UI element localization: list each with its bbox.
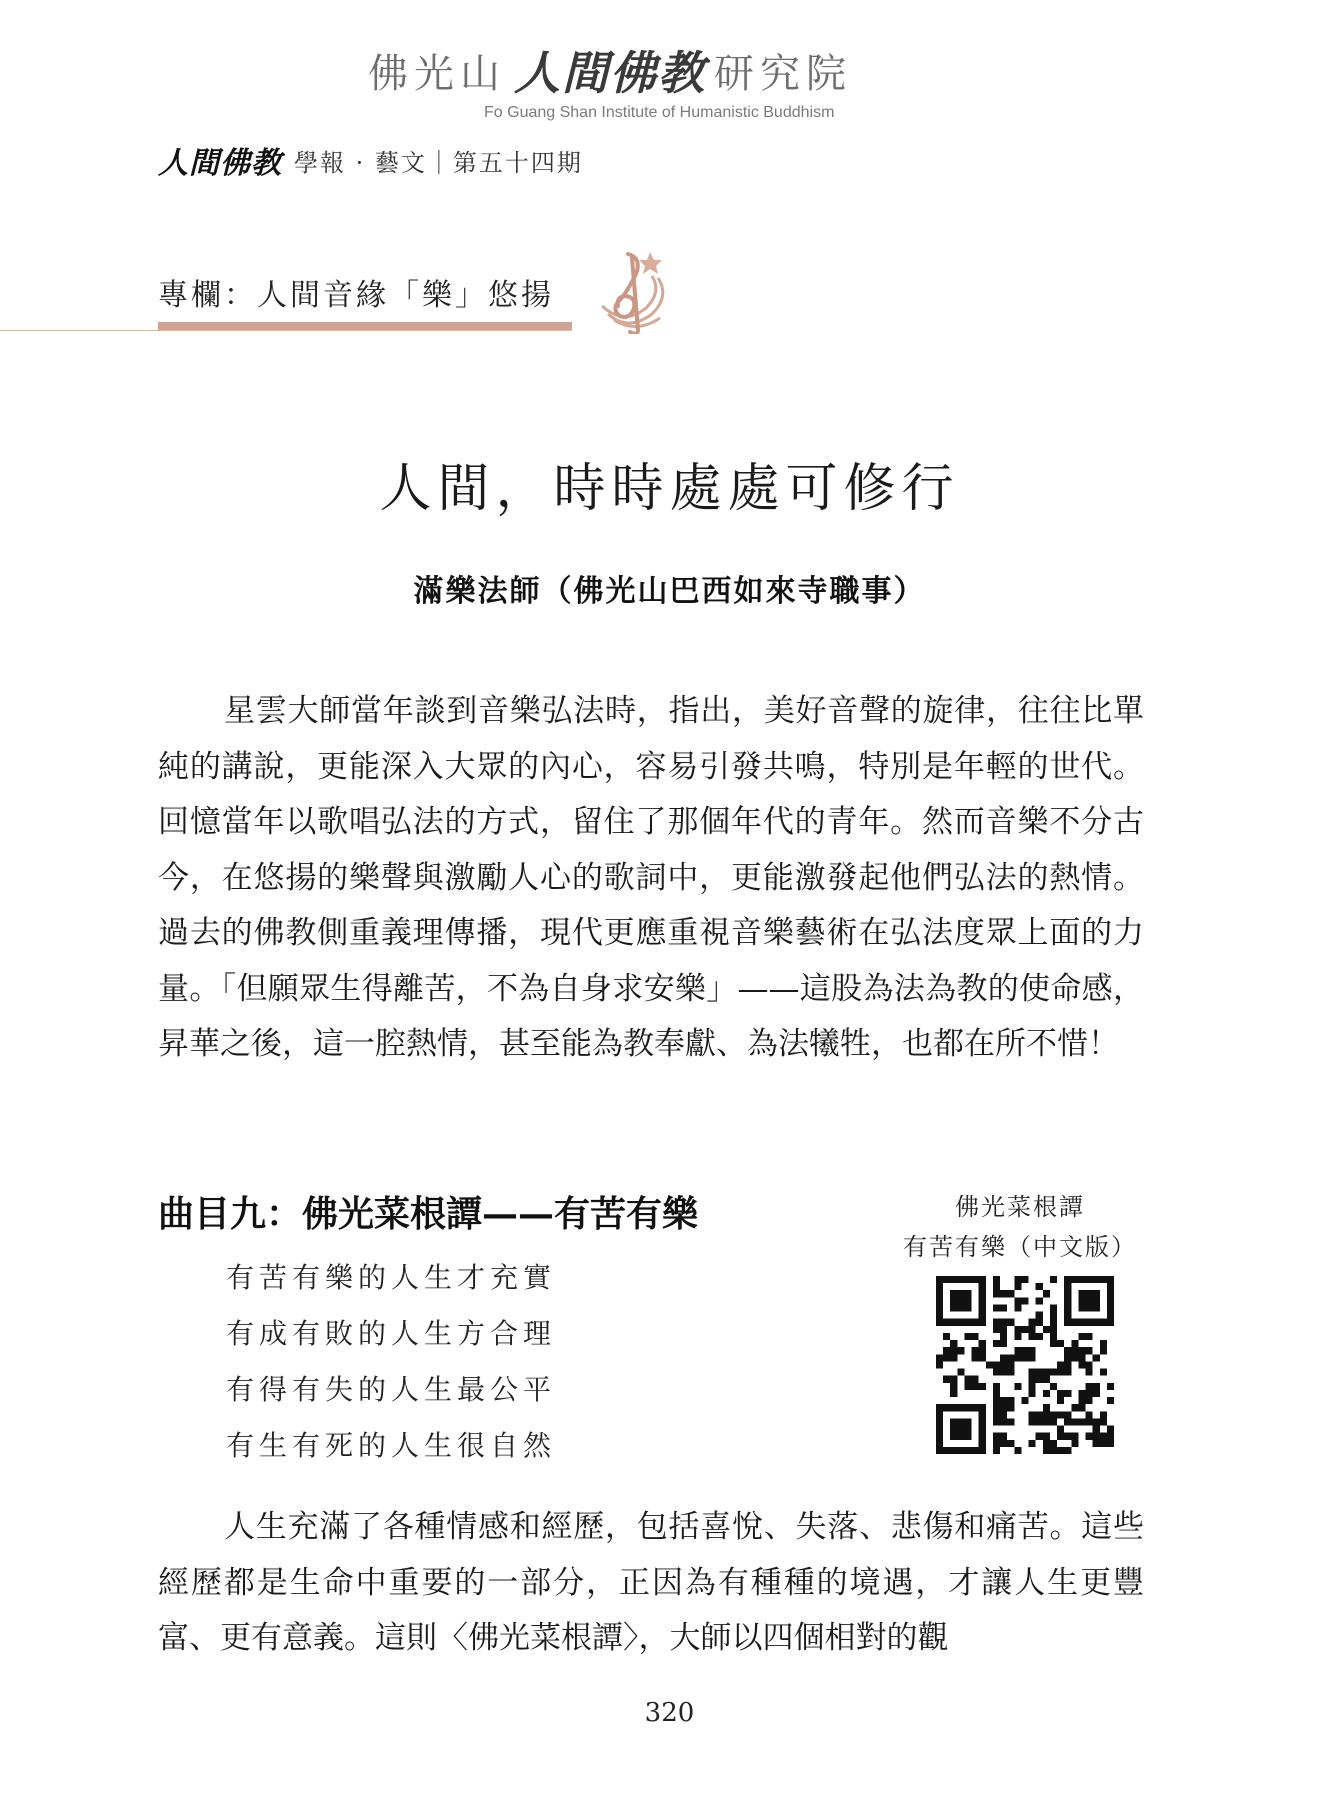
journal-header <box>158 140 583 180</box>
institute-english-name: Fo Guang Shan Institute of Humanistic Buddhism <box>484 104 835 121</box>
qr-code-icon[interactable] <box>936 1276 1114 1454</box>
page-number: 320 <box>644 1698 695 1728</box>
lyric-line: 有得有失的人生最公平 <box>226 1373 557 1406</box>
lyric-line: 有生有死的人生很自然 <box>226 1429 557 1462</box>
body-paragraph-2: 人生充滿了各種情感和經歷，包括喜悅、失落、悲傷和痛苦。這些經歷都是生命中重要的一部分，正因為有種種的境遇，才讓人生更豐富、更有意義。這則〈佛光菜根譚〉，大師以四個相對的觀 <box>158 1509 1144 1656</box>
column-rule-thick <box>158 322 572 330</box>
section-title: 曲目九：佛光菜根譚——有苦有樂 <box>158 1193 699 1235</box>
journal-logo: 人間佛教 <box>158 146 282 181</box>
institute-name-right: 研究院 <box>714 50 852 97</box>
treble-clef-icon <box>588 244 674 334</box>
lyric-line: 有苦有樂的人生才充實 <box>226 1261 557 1294</box>
qr-caption-line-1: 佛光菜根譚 <box>955 1193 1085 1221</box>
lyrics-block <box>226 1250 556 1474</box>
qr-caption <box>900 1187 1140 1267</box>
institute-header <box>368 42 968 98</box>
article-title: 人間，時時處處可修行 <box>379 459 960 519</box>
lyric-line: 有成有敗的人生方合理 <box>226 1317 557 1350</box>
institute-name-left: 佛光山 <box>368 50 506 97</box>
column-rule-thin <box>0 330 572 331</box>
journal-issue: 學報 · 藝文｜第五十四期 <box>294 148 583 177</box>
column-label: 專欄：人間音緣「樂」悠揚 <box>158 278 554 313</box>
article-author: 滿樂法師（佛光山巴西如來寺職事） <box>413 574 926 609</box>
institute-logo: 人間佛教 <box>514 46 706 100</box>
qr-caption-line-2: 有苦有樂（中文版） <box>903 1233 1137 1261</box>
body-paragraph-1: 星雲大師當年談到音樂弘法時，指出，美好音聲的旋律，往往比單純的講說，更能深入大眾的內心，容易引發共鳴，特別是年輕的世代。回憶當年以歌唱弘法的方式，留住了那個年代的青年。然而音樂不分古今，在悠揚的樂聲與激勵人心的歌詞中，更能激發起他們弘法的熱情。過去的佛教側重義理傳播，現代更應重視音樂藝術在弘法度眾上面的力量。「但願眾生得離苦，不為自身求安樂」——這股為法為教的使命感，昇華之後，這一腔熱情，甚至能為教奉獻、為法犧牲，也都在所不惜！ <box>158 693 1144 1062</box>
